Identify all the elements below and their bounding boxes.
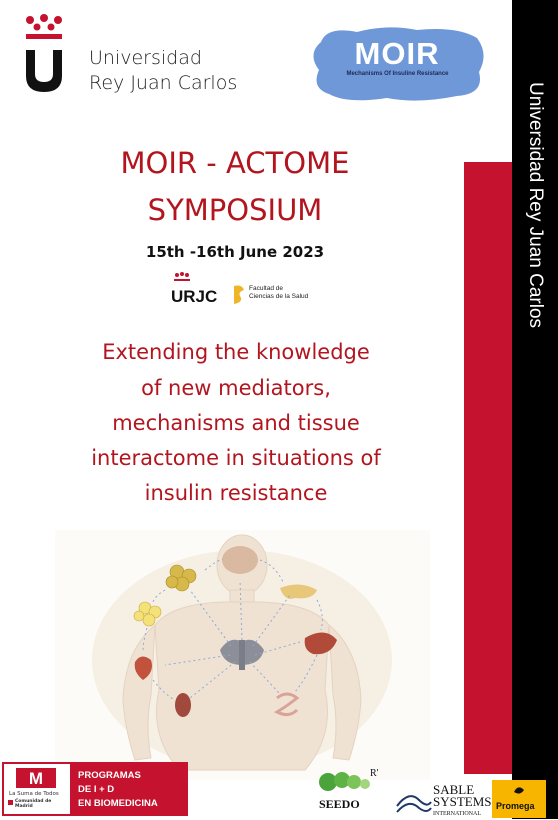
university-name-line2: Rey Juan Carlos xyxy=(89,72,238,94)
urjc-wordmark: URJC xyxy=(171,287,218,306)
symposium-title-line2: SYMPOSIUM xyxy=(147,193,323,227)
subtitle-line4: interactome in situations of xyxy=(91,446,381,470)
cam-name: Comunidad de Madrid xyxy=(15,799,52,809)
faculty-name-line1: Facultad de xyxy=(249,285,283,292)
sable-systems-wordmark xyxy=(433,784,492,820)
subtitle-line1: Extending the knowledge xyxy=(102,340,370,364)
urjc-crown-logo xyxy=(22,14,66,94)
svg-text:M: M xyxy=(28,769,44,788)
comunidad-madrid-logo xyxy=(4,764,70,814)
university-name xyxy=(89,46,237,96)
program-text xyxy=(78,769,158,811)
promega-swirl-icon xyxy=(492,780,546,800)
svg-text:R': R' xyxy=(370,768,379,779)
promega-logo xyxy=(492,780,546,818)
side-red-band xyxy=(464,162,512,774)
promega-wordmark: Promega xyxy=(496,801,535,811)
faculty-name xyxy=(249,285,308,301)
subtitle-line2: of new mediators, xyxy=(141,376,331,400)
moir-title: MOIR xyxy=(354,36,440,71)
cam-tagline: La Suma de Todos xyxy=(9,791,59,797)
program-line3: EN BIOMEDICINA xyxy=(78,798,158,809)
sable-line2: SYSTEMS xyxy=(433,794,492,809)
symposium-title-line1: MOIR - ACTOME xyxy=(120,146,350,180)
side-university-text: Universidad Rey Juan Carlos xyxy=(525,81,546,329)
program-line2: DE I + D xyxy=(78,784,115,795)
university-name-line1: Universidad xyxy=(89,47,202,69)
faculty-name-line2: Ciencias de la Salud xyxy=(249,293,309,300)
moir-subtitle: Mechanisms Of Insuline Resistance xyxy=(346,71,449,77)
subtitle-line5: insulin resistance xyxy=(144,481,328,505)
subtitle-line3: mechanisms and tissue xyxy=(112,411,360,435)
seedo-wordmark: SEEDO xyxy=(319,797,360,811)
sable-line1: SABLE xyxy=(433,782,475,797)
symposium-dates: 15th -16th June 2023 xyxy=(145,243,325,261)
sable-line3: INTERNATIONAL xyxy=(433,811,481,817)
program-line1: PROGRAMAS xyxy=(78,770,141,781)
body-organs-illustration xyxy=(55,530,430,780)
